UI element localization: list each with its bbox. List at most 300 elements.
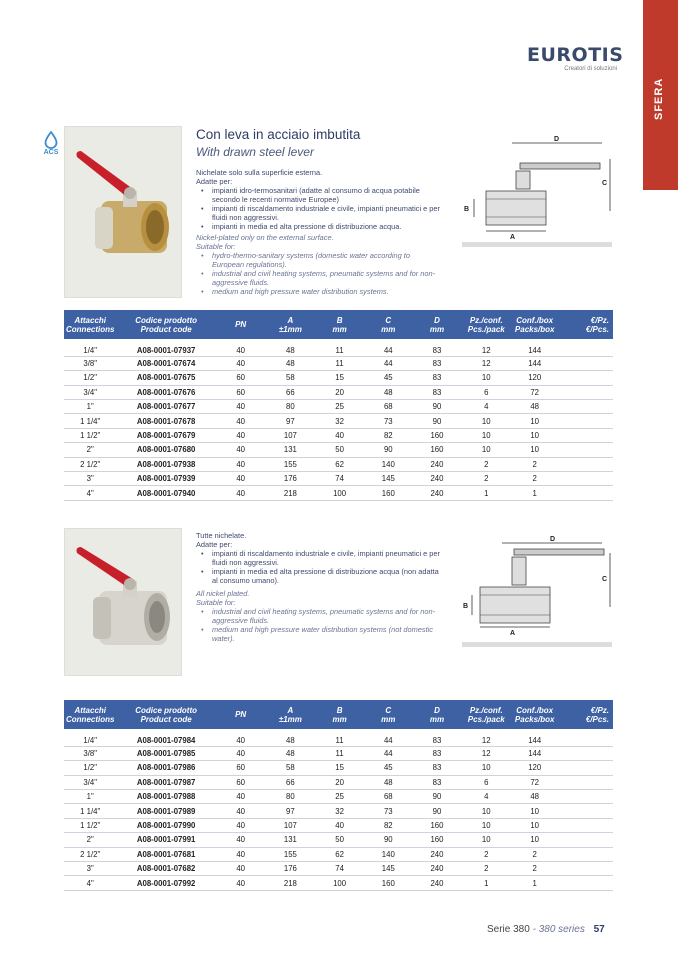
table-row (64, 790, 613, 804)
table-cell: 100 (315, 876, 364, 890)
section-tab (643, 0, 678, 190)
dim-label-c: C (602, 576, 608, 583)
table-row (64, 371, 613, 385)
column-header (461, 700, 511, 732)
column-header (64, 700, 116, 732)
header-line-1: D (434, 315, 440, 325)
table-cell: 10 (511, 818, 558, 832)
table-cell: 2" (64, 443, 116, 457)
product-code-cell: A08-0001-07988 (116, 790, 215, 804)
table-cell: 10 (461, 818, 511, 832)
product-code-cell: A08-0001-07678 (116, 414, 215, 428)
table-cell: 44 (364, 732, 413, 746)
table-cell: 1 1/4" (64, 414, 116, 428)
table-cell: 66 (265, 775, 315, 789)
table-cell: 176 (265, 472, 315, 486)
table-cell (558, 876, 613, 890)
table-cell: 40 (216, 428, 266, 442)
table-cell: 40 (216, 342, 266, 356)
header-line-1: B (336, 705, 343, 715)
table-cell: 240 (413, 862, 462, 876)
table-cell: 2 (511, 457, 558, 471)
table-cell: 15 (315, 761, 364, 775)
header-line-1: PN (235, 710, 247, 719)
table-cell: 11 (315, 732, 364, 746)
table-cell: 155 (265, 457, 315, 471)
header-line-2: mm (332, 324, 347, 334)
table-cell: 48 (265, 746, 315, 760)
dim-label-d: D (550, 536, 556, 543)
table-cell: 160 (413, 818, 462, 832)
product-code-cell: A08-0001-07679 (116, 428, 215, 442)
table-cell: 82 (364, 428, 413, 442)
table-cell: 50 (315, 443, 364, 457)
table-cell: 40 (216, 414, 266, 428)
column-header (461, 310, 511, 342)
product-code-cell: A08-0001-07985 (116, 746, 215, 760)
table-cell (558, 804, 613, 818)
table-cell: 10 (461, 443, 511, 457)
table-cell: 107 (265, 428, 315, 442)
table-cell (558, 457, 613, 471)
dim-label-d: D (554, 136, 560, 143)
table-cell: 120 (511, 371, 558, 385)
table-cell (558, 371, 613, 385)
list-item: • industrial and civil heating systems, pneumatic systems and for non-aggressive fluids. (196, 607, 441, 625)
product-code-cell: A08-0001-07938 (116, 457, 215, 471)
table-cell: 145 (364, 862, 413, 876)
table-cell: 1 (511, 486, 558, 500)
table-cell (558, 732, 613, 746)
table-cell: 240 (413, 486, 462, 500)
table-cell (558, 761, 613, 775)
desc-it-suited: Adatte per: (196, 540, 233, 549)
table-cell: 40 (315, 428, 364, 442)
desc-it-intro: Tutte nichelate. (196, 531, 247, 540)
column-header (315, 700, 364, 732)
table-cell: 83 (413, 746, 462, 760)
section-tab-label: SFERA (653, 77, 665, 120)
table-cell: 40 (216, 818, 266, 832)
table-cell: 15 (315, 371, 364, 385)
column-header (364, 700, 413, 732)
table-row (64, 428, 613, 442)
table-cell: 48 (511, 790, 558, 804)
product-code-cell: A08-0001-07676 (116, 385, 215, 399)
desc-en-list (196, 251, 441, 296)
table-cell: 2 1/2" (64, 847, 116, 861)
dim-label-c: C (602, 180, 608, 187)
product-photo-2 (64, 528, 182, 676)
table-cell: 44 (364, 356, 413, 370)
list-item: • impianti di riscaldamento industriale e civile, impianti pneumatici e per fluidi non aggressivi. (196, 204, 441, 222)
table-cell: 4 (461, 790, 511, 804)
table-cell: 10 (511, 804, 558, 818)
list-item: • medium and high pressure water distribution systems. (196, 287, 441, 296)
page-number: 57 (593, 924, 605, 935)
table-cell: 131 (265, 833, 315, 847)
table-cell: 32 (315, 804, 364, 818)
table-cell: 83 (413, 775, 462, 789)
table-cell: 83 (413, 371, 462, 385)
table-row (64, 342, 613, 356)
dim-label-b: B (463, 603, 469, 610)
product-code-cell: A08-0001-07939 (116, 472, 215, 486)
table-cell: 10 (511, 833, 558, 847)
product-code-cell: A08-0001-07940 (116, 486, 215, 500)
dim-label-b: B (464, 206, 470, 213)
table-row (64, 833, 613, 847)
table-cell: 2" (64, 833, 116, 847)
desc-en-intro: All nickel plated. (196, 589, 250, 598)
table-cell: 3" (64, 862, 116, 876)
column-header (265, 700, 315, 732)
table-cell: 97 (265, 414, 315, 428)
table-cell: 140 (364, 457, 413, 471)
spec-table-2 (64, 700, 613, 891)
table-cell: 40 (216, 443, 266, 457)
table-cell: 240 (413, 457, 462, 471)
description-2 (196, 531, 441, 643)
column-header (364, 310, 413, 342)
table-cell: 58 (265, 371, 315, 385)
table-cell: 82 (364, 818, 413, 832)
column-header (216, 310, 266, 342)
header-line-2: mm (429, 324, 445, 334)
header-line-1: C (385, 315, 392, 325)
drawing-base (462, 242, 612, 247)
table-row (64, 761, 613, 775)
table-cell (558, 414, 613, 428)
header-line-1: Codice prodotto (135, 315, 198, 325)
table-row (64, 847, 613, 861)
header-line-1: Pz./conf. (469, 315, 503, 325)
product-code-cell: A08-0001-07990 (116, 818, 215, 832)
product-code-cell: A08-0001-07675 (116, 371, 215, 385)
table-cell: 12 (461, 732, 511, 746)
table-cell: 83 (413, 356, 462, 370)
table-cell: 44 (364, 342, 413, 356)
list-item: • impianti in media ed alta pressione di distribuzione acqua (non adatta al consumo umano). (196, 567, 441, 585)
header-line-2: ±1mm (278, 324, 302, 334)
desc-en-suited: Suitable for: (196, 242, 236, 251)
list-item: • impianti idro-termosanitari (adatte al consumo di acqua potabile secondo le recenti normative Europee) (196, 186, 441, 204)
table-row (64, 804, 613, 818)
table-cell: 44 (364, 746, 413, 760)
table-cell: 160 (413, 833, 462, 847)
table-cell: 1/2" (64, 761, 116, 775)
acs-badge (40, 131, 62, 156)
table-cell (558, 746, 613, 760)
table-cell: 97 (265, 804, 315, 818)
table-cell (558, 833, 613, 847)
product-code-cell: A08-0001-07984 (116, 732, 215, 746)
table-cell: 90 (413, 790, 462, 804)
header-line-2: Pcs./pack (467, 324, 505, 334)
table-cell (558, 486, 613, 500)
table-cell: 100 (315, 486, 364, 500)
table-cell: 3/4" (64, 775, 116, 789)
header-line-1: Codice prodotto (135, 705, 198, 715)
table-cell: 1 (461, 486, 511, 500)
desc-it-intro: Nichelate solo sulla superficie esterna. (196, 168, 323, 177)
table-cell: 3/8" (64, 746, 116, 760)
table-cell: 1 1/2" (64, 428, 116, 442)
table-cell: 90 (413, 414, 462, 428)
table-row (64, 732, 613, 746)
brand-logo (527, 44, 624, 72)
table-cell (558, 428, 613, 442)
header-line-1: A (287, 315, 294, 325)
table-cell: 176 (265, 862, 315, 876)
column-header (116, 310, 215, 342)
product-photo-1 (64, 126, 182, 298)
table-row (64, 443, 613, 457)
table-cell: 40 (216, 356, 266, 370)
table-cell (558, 472, 613, 486)
table-cell: 80 (265, 400, 315, 414)
table-row (64, 486, 613, 500)
table-row (64, 818, 613, 832)
table-cell (558, 342, 613, 356)
table-cell (558, 356, 613, 370)
table-cell: 60 (216, 775, 266, 789)
table-row (64, 746, 613, 760)
table-cell: 62 (315, 847, 364, 861)
table-cell: 160 (364, 876, 413, 890)
table-cell (558, 818, 613, 832)
header-line-1: A (287, 705, 294, 715)
spec-table-1 (64, 310, 613, 501)
table-cell: 62 (315, 457, 364, 471)
product-subtitle: With drawn steel lever (196, 145, 314, 159)
list-item: • industrial and civil heating systems, pneumatic systems and for non-aggressive fluids. (196, 269, 441, 287)
header-line-1: D (434, 705, 440, 715)
table-cell: 2 (511, 847, 558, 861)
table-cell: 1 (511, 876, 558, 890)
table-cell (558, 775, 613, 789)
table-cell: 60 (216, 371, 266, 385)
table-cell: 160 (413, 443, 462, 457)
header-line-1: Pz./conf. (469, 705, 503, 715)
table-cell: 40 (216, 833, 266, 847)
header-line-1: Conf./box (516, 315, 554, 325)
table-cell: 68 (364, 790, 413, 804)
table-cell: 2 (461, 472, 511, 486)
table-row (64, 472, 613, 486)
water-drop-icon (44, 131, 58, 149)
table-cell: 90 (364, 833, 413, 847)
product-title: Con leva in acciaio imbutita (196, 127, 361, 142)
table-cell: 10 (461, 371, 511, 385)
table-row (64, 862, 613, 876)
table-cell: 48 (511, 400, 558, 414)
table-cell: 10 (461, 833, 511, 847)
table-cell: 48 (265, 342, 315, 356)
table-cell: 50 (315, 833, 364, 847)
table-cell: 2 (461, 847, 511, 861)
table-cell: 11 (315, 356, 364, 370)
header-line-2: Connections (66, 324, 115, 334)
table-cell: 74 (315, 472, 364, 486)
table-cell: 6 (461, 775, 511, 789)
table-cell: 45 (364, 761, 413, 775)
table-cell: 66 (265, 385, 315, 399)
table-cell: 10 (461, 428, 511, 442)
table-cell: 10 (461, 761, 511, 775)
table-cell (558, 443, 613, 457)
table-cell: 240 (413, 847, 462, 861)
header-line-2: Packs/box (514, 714, 555, 724)
table-cell: 3/4" (64, 385, 116, 399)
table-cell: 144 (511, 342, 558, 356)
table-cell: 120 (511, 761, 558, 775)
list-item: • medium and high pressure water distribution systems (not domestic water). (196, 625, 441, 643)
header-line-1: €/Pz. (590, 315, 609, 325)
table-cell: 1 (461, 876, 511, 890)
table-cell: 107 (265, 818, 315, 832)
page-footer (487, 924, 605, 935)
table-cell: 144 (511, 356, 558, 370)
column-header (558, 310, 613, 342)
brand-tagline: Creatori di soluzioni (564, 66, 617, 72)
brand-name: EUROTIS (527, 44, 624, 66)
table-cell (558, 862, 613, 876)
table-cell (558, 385, 613, 399)
table-cell: 20 (315, 385, 364, 399)
table-cell: 2 (511, 862, 558, 876)
product-code-cell: A08-0001-07674 (116, 356, 215, 370)
header-line-2: mm (332, 714, 347, 724)
table-cell: 83 (413, 761, 462, 775)
table-cell: 144 (511, 732, 558, 746)
table-cell: 144 (511, 746, 558, 760)
table-cell: 218 (265, 486, 315, 500)
table-cell: 131 (265, 443, 315, 457)
column-header (116, 700, 215, 732)
table-cell: 58 (265, 761, 315, 775)
list-item: • impianti in media ed alta pressione di distribuzione acqua. (196, 222, 441, 231)
column-header (511, 310, 558, 342)
table-cell: 145 (364, 472, 413, 486)
table-cell: 218 (265, 876, 315, 890)
list-item: • hydro-thermo-sanitary systems (domestic water according to European regulations). (196, 251, 441, 269)
table-cell: 12 (461, 356, 511, 370)
series-en: - 380 series (532, 924, 585, 935)
product-code-cell: A08-0001-07681 (116, 847, 215, 861)
table-cell (558, 847, 613, 861)
table-cell: 11 (315, 342, 364, 356)
table-cell: 40 (216, 400, 266, 414)
table-cell: 40 (216, 472, 266, 486)
table-row (64, 414, 613, 428)
table-cell: 12 (461, 746, 511, 760)
table-cell (558, 400, 613, 414)
table-cell: 2 (461, 457, 511, 471)
table-cell: 80 (265, 790, 315, 804)
column-header (558, 700, 613, 732)
list-item: • impianti di riscaldamento industriale e civile, impianti pneumatici e per fluidi non aggressivi. (196, 549, 441, 567)
header-line-1: Conf./box (516, 705, 554, 715)
table-cell: 48 (265, 732, 315, 746)
product-code-cell: A08-0001-07682 (116, 862, 215, 876)
header-line-1: Attacchi (74, 705, 106, 715)
table-cell: 140 (364, 847, 413, 861)
column-header (64, 310, 116, 342)
table-cell: 2 1/2" (64, 457, 116, 471)
product-code-cell: A08-0001-07991 (116, 833, 215, 847)
table-cell: 40 (216, 790, 266, 804)
dim-label-a: A (510, 630, 516, 637)
product-code-cell: A08-0001-07987 (116, 775, 215, 789)
table-cell: 83 (413, 732, 462, 746)
table-cell: 1 1/2" (64, 818, 116, 832)
table-cell: 1 1/4" (64, 804, 116, 818)
table-cell: 40 (216, 732, 266, 746)
table-cell: 83 (413, 385, 462, 399)
table-cell: 40 (216, 804, 266, 818)
table-cell: 60 (216, 385, 266, 399)
table-cell: 45 (364, 371, 413, 385)
table-cell: 12 (461, 342, 511, 356)
dimension-drawing-1 (462, 135, 612, 247)
table-cell: 25 (315, 790, 364, 804)
header-line-2: mm (381, 714, 396, 724)
table-cell: 1" (64, 790, 116, 804)
table-cell (558, 790, 613, 804)
column-header (315, 310, 364, 342)
product-code-cell: A08-0001-07677 (116, 400, 215, 414)
table-row (64, 356, 613, 370)
desc-en-intro: Nickel-plated only on the external surface. (196, 233, 334, 242)
acs-label: ACS (43, 149, 59, 156)
column-header (413, 700, 462, 732)
column-header (413, 310, 462, 342)
table-cell: 240 (413, 876, 462, 890)
table-cell: 4" (64, 876, 116, 890)
table-cell: 3/8" (64, 356, 116, 370)
table-cell: 240 (413, 472, 462, 486)
table-cell: 10 (461, 804, 511, 818)
table-cell: 48 (364, 385, 413, 399)
header-line-2: Product code (140, 324, 192, 334)
table-cell: 160 (413, 428, 462, 442)
table-row (64, 385, 613, 399)
table-cell: 11 (315, 746, 364, 760)
table-cell: 1" (64, 400, 116, 414)
header-line-2: €/Pcs. (585, 714, 609, 724)
table-row (64, 775, 613, 789)
header-line-2: Packs/box (514, 324, 555, 334)
column-header (511, 700, 558, 732)
table-cell: 40 (315, 818, 364, 832)
product-code-cell: A08-0001-07680 (116, 443, 215, 457)
header-line-2: €/Pcs. (585, 324, 609, 334)
header-line-1: B (336, 315, 343, 325)
table-cell: 1/2" (64, 371, 116, 385)
table-cell: 32 (315, 414, 364, 428)
table-cell: 48 (364, 775, 413, 789)
table-cell: 73 (364, 804, 413, 818)
table-cell: 10 (511, 443, 558, 457)
table-cell: 74 (315, 862, 364, 876)
desc-it-suited: Adatte per: (196, 177, 233, 186)
table-cell: 25 (315, 400, 364, 414)
desc-it-list (196, 549, 441, 585)
header-line-2: ±1mm (278, 714, 302, 724)
header-line-2: Product code (140, 714, 192, 724)
desc-en-list (196, 607, 441, 643)
